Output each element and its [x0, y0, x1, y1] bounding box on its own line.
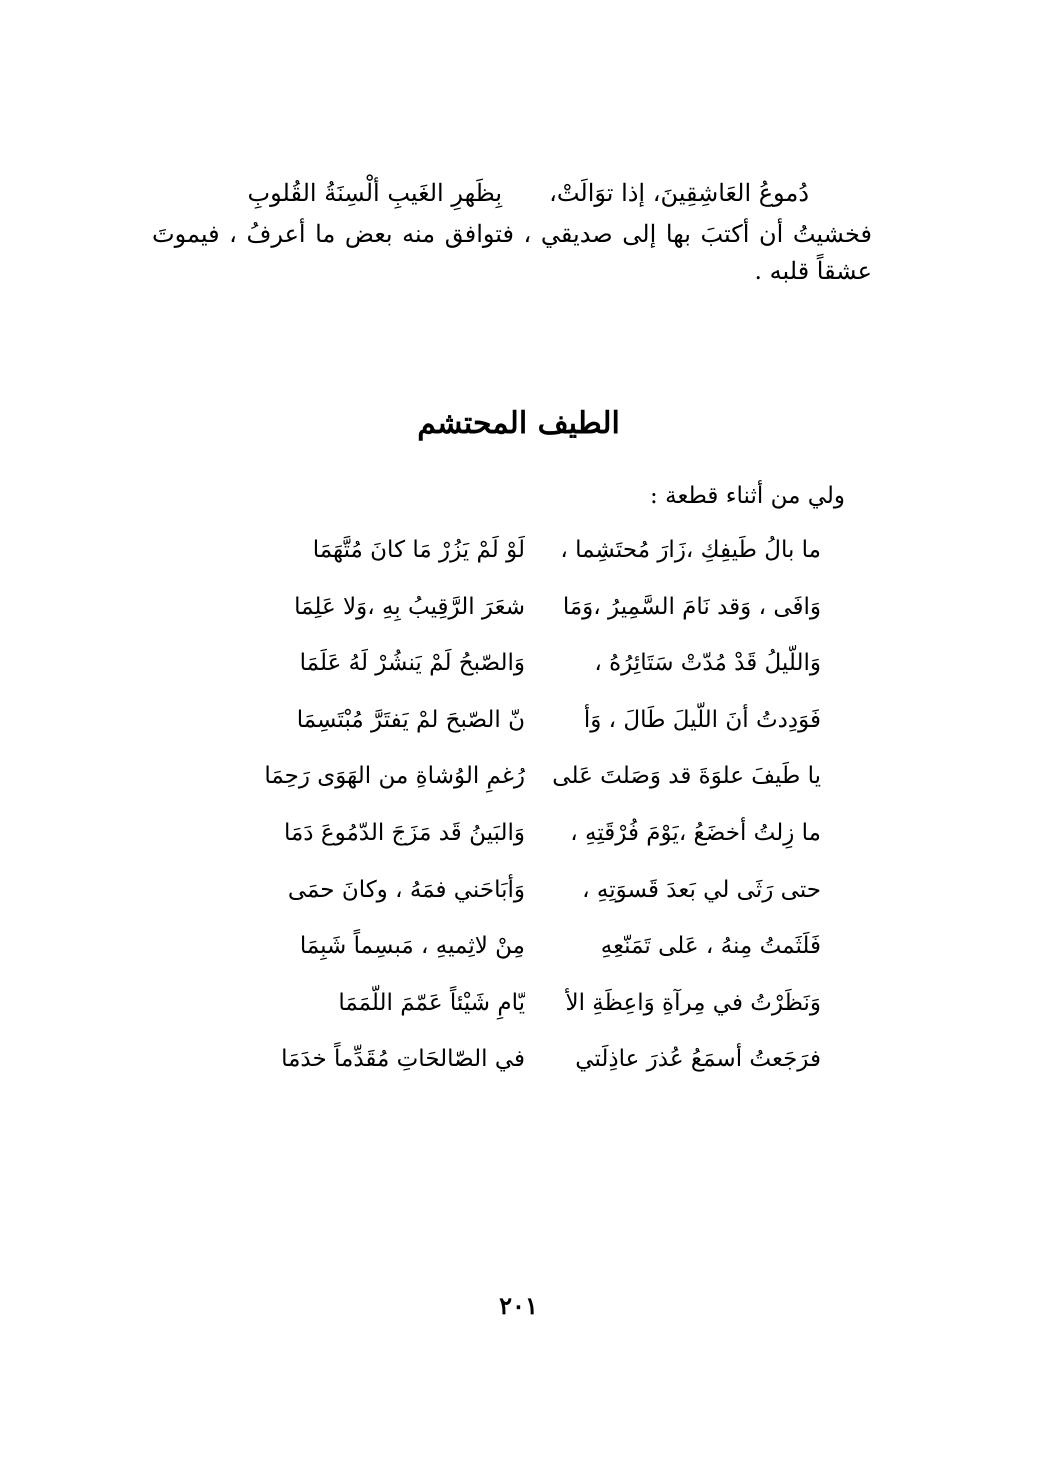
poem-hemistich-right: وَافَى ، وَقد نَامَ السَّمِيرُ ،وَمَا: [562, 593, 821, 620]
poem-hemistich-left: نّ الصّبحَ لمْ يَفتَرَّ مُبْتَسِمَا: [296, 706, 525, 733]
poem-hemistich-left: مِنْ لاثِميهِ ، مَبسِماً شَبِمَا: [299, 933, 525, 960]
poem-hemistich-right: فَلَثَمتُ مِنهُ ، عَلى تَمَنّعِهِ: [600, 933, 821, 960]
poem-hemistich-left: رُغمِ الوُشاةِ من الهَوَى رَحِمَا: [264, 763, 525, 790]
poem-hemistich-right: ما بالُ طَيفِكِ ،زَارَ مُحتَشِما ،: [560, 537, 821, 563]
poem-verse: [0, 983, 1037, 1040]
poem-verse: [0, 926, 1037, 983]
poem-hemistich-right: وَنَظَرْتُ في مِرآةِ وَاعِظَةِ الأ: [565, 989, 821, 1016]
header-verse-right-hemistich: دُموعُ العَاشِقِينَ، إذا توَالَتْ،: [549, 179, 809, 207]
poem-hemistich-right: وَاللّيلُ قَدْ مُدّتْ سَتَائِرُهُ ،: [594, 650, 821, 677]
poem-hemistich-right: فرَجَعتُ أسمَعُ عُذرَ عاذِلَتي: [575, 1046, 821, 1073]
poem-intro: ولي من أثناء قطعة :: [650, 483, 845, 509]
poem-verse: [0, 643, 1037, 700]
poem-verse: [0, 756, 1037, 813]
poem-hemistich-left: شعَرَ الرَّقِيبُ بِهِ ،وَلا عَلِمَا: [294, 593, 525, 620]
poem-verse: [0, 587, 1037, 644]
poem-hemistich-left: وَالصّبحُ لَمْ يَنشُرْ لَهُ عَلَمَا: [299, 650, 525, 677]
poem-hemistich-left: وَالبَينُ قَد مَزَجَ الدّمُوعَ دَمَا: [283, 819, 525, 846]
poem-hemistich-right: حتى رَثَى لي بَعدَ قَسوَتِهِ ،: [582, 876, 821, 903]
poem-hemistich-right: ما زِلتُ أخضَعُ ،يَوْمَ فُرْقَتِهِ ،: [570, 819, 821, 846]
page-number: ٢٠١: [499, 1291, 538, 1320]
poem-verse: [0, 813, 1037, 870]
poem-hemistich-left: في الصّالحَاتِ مُقَدِّماً خدَمَا: [281, 1046, 525, 1073]
poem-hemistich-left: لَوْ لَمْ يَزُرْ مَا كانَ مُتَّهَمَا: [312, 537, 525, 563]
poem-verse: [0, 700, 1037, 757]
header-verse-left-hemistich: بِظَهرِ الغَيبِ ألْسِنَةُ القُلوبِ: [247, 179, 502, 207]
poem-hemistich-left: يّامِ شَيْئاً عَمّمَ اللّمَمَا: [338, 989, 525, 1016]
poem: [0, 530, 1037, 1096]
poem-hemistich-left: وَأبَاحَني فمَهُ ، وكانَ حمَى: [287, 876, 525, 903]
prose-paragraph: فخشيتُ أن أكتبَ بها إلى صديقي ، فتوافق منه بعض ما أعرفُ ، فيموتَ عشقاً قلبه .: [152, 220, 872, 285]
section-title: الطيف المحتشم: [417, 406, 620, 441]
poem-hemistich-right: فَوَدِدتُ أنَ اللّيلَ طَالَ ، وَأ: [583, 706, 821, 733]
poem-verse: [0, 870, 1037, 927]
poem-verse: [0, 1039, 1037, 1096]
poem-hemistich-right: يا طَيفَ علوَةَ قد وَصَلتَ عَلى: [552, 763, 821, 790]
poem-verse: [0, 530, 1037, 587]
